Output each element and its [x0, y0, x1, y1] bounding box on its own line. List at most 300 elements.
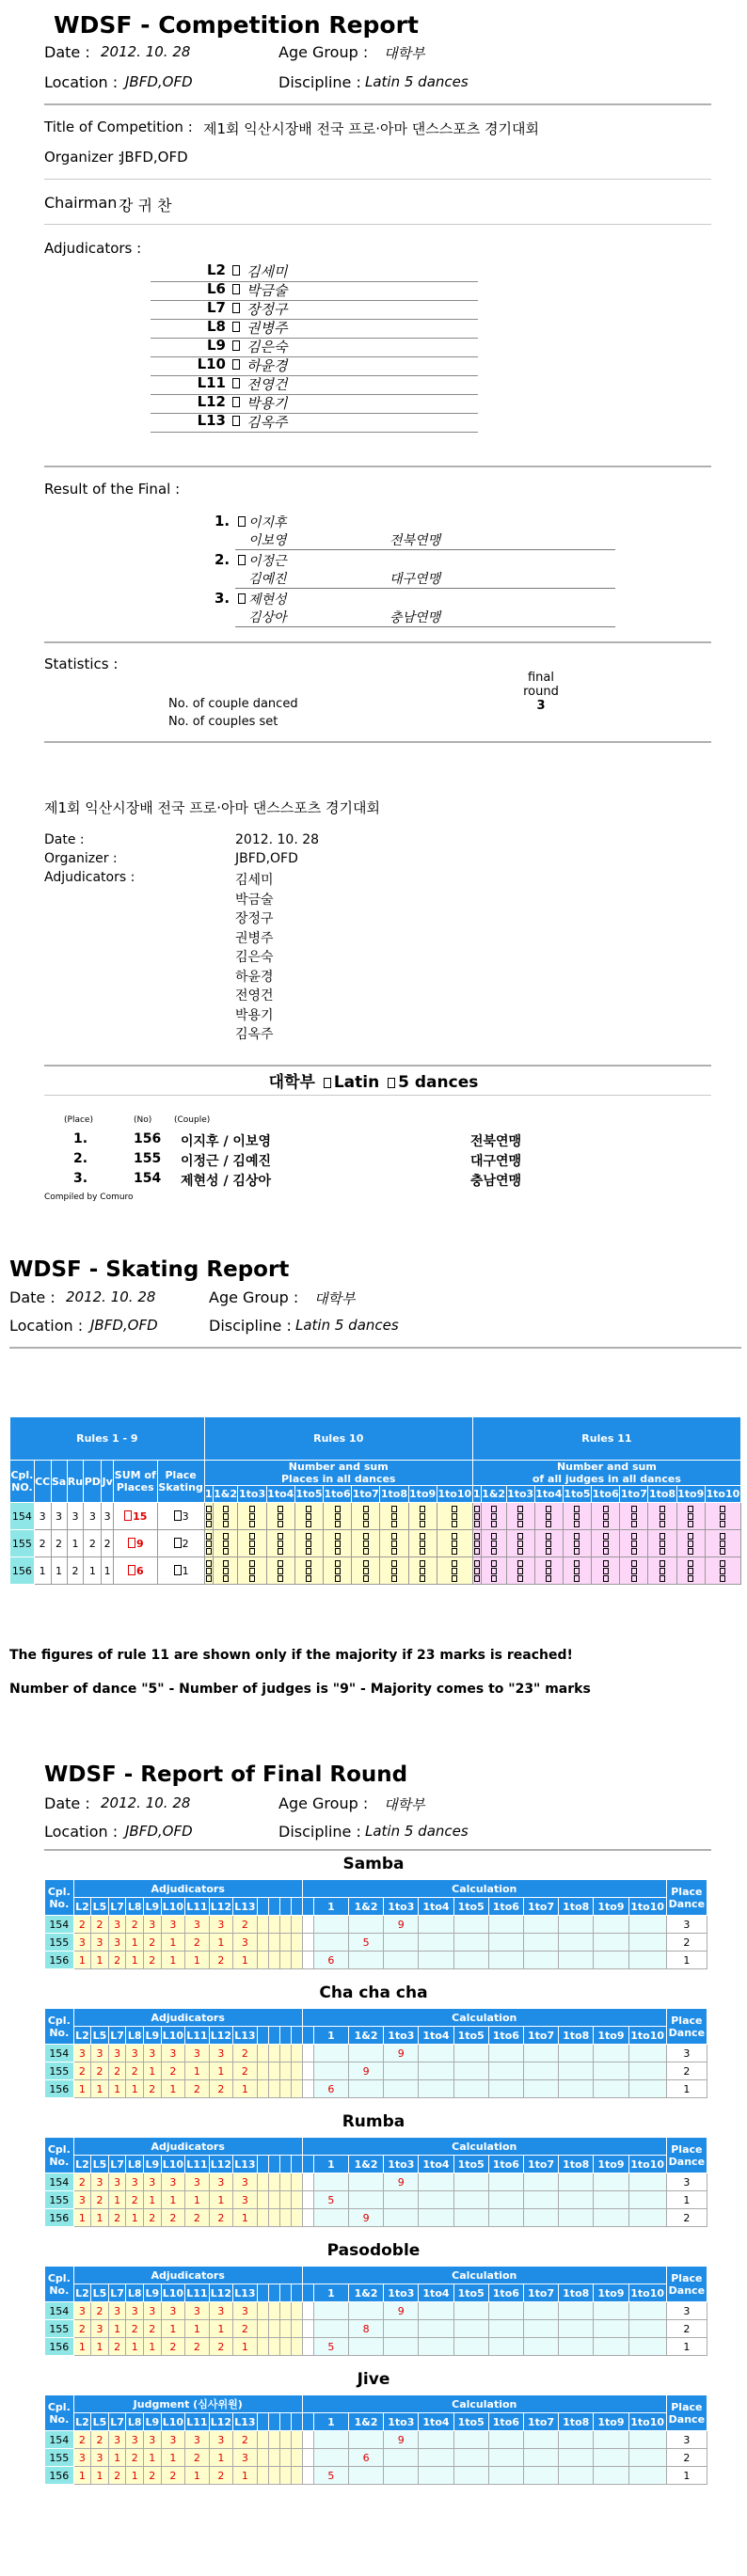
col-dance: Dance: [668, 2155, 706, 2168]
calc-cell: [419, 2062, 453, 2080]
judge-mark: 1: [209, 2320, 233, 2338]
calc-cell: [313, 2320, 348, 2338]
calc-cell: [349, 1916, 384, 1934]
box-glyph-icon: [474, 1575, 480, 1582]
calc-col: 1: [313, 2284, 348, 2302]
dance-place: 2: [51, 1530, 67, 1557]
judge-mark: 1: [73, 2080, 91, 2098]
rule10-cell: [204, 1503, 213, 1530]
judge-mark: 1: [161, 2191, 185, 2209]
box-glyph-icon: [688, 1533, 693, 1540]
empty-mark: [279, 2062, 291, 2080]
result-lady: 이보영: [248, 533, 287, 548]
box-glyph-icon: [574, 1568, 580, 1574]
box-glyph-icon: [391, 1575, 397, 1582]
box-glyph-icon: [238, 516, 246, 527]
blank-col: [291, 2413, 302, 2431]
empty-mark: [291, 1916, 302, 1934]
box-glyph-icon: [491, 1533, 497, 1540]
summary-couple: 제현성 / 김상아: [181, 1174, 272, 1189]
judge-mark: 1: [73, 1952, 91, 1969]
empty-mark: [279, 2302, 291, 2320]
judge-col: L12: [209, 2027, 233, 2045]
calc-cell: [523, 2191, 558, 2209]
dance-place: 1: [102, 1557, 114, 1585]
judge-mark: 3: [209, 2431, 233, 2449]
place-dance-header: [666, 2138, 707, 2173]
box-glyph-icon: [688, 1568, 693, 1574]
blank-col: [268, 2027, 279, 2045]
rule11-cell: [534, 1530, 563, 1557]
calc-cell: [523, 2045, 558, 2062]
calc-col: 1to3: [384, 2413, 419, 2431]
box-glyph-icon: [474, 1506, 480, 1512]
rule10-col: 1to7: [352, 1486, 380, 1503]
calc-cell: [628, 1916, 666, 1934]
empty-mark: [268, 2320, 279, 2338]
box-glyph-icon: [363, 1560, 369, 1567]
rule11-col: 1to5: [563, 1486, 591, 1503]
summary-club: 대구연맹: [470, 1154, 522, 1169]
judge-col: L9: [144, 2156, 162, 2173]
calc-cell: [594, 2320, 628, 2338]
result-place: 1.: [215, 513, 230, 529]
box-glyph-icon: [223, 1568, 229, 1574]
rule10-col: 1to10: [437, 1486, 472, 1503]
judge-col: L12: [209, 2156, 233, 2173]
empty-mark: [291, 2062, 302, 2080]
calc-cell: [384, 2467, 419, 2485]
box-glyph-icon: [420, 1533, 425, 1540]
sum-of-places: [113, 1557, 157, 1585]
col-place-header: (Place): [64, 1115, 93, 1125]
empty-mark: [257, 1952, 268, 1969]
rule11-cell: [705, 1530, 740, 1557]
box-glyph-icon: [660, 1575, 665, 1582]
calc-cell: [384, 2449, 419, 2467]
judge-mark: 3: [91, 1934, 109, 1952]
box-glyph-icon: [249, 1568, 255, 1574]
col-cpl: Cpl.: [47, 2142, 71, 2156]
empty-mark: [268, 2191, 279, 2209]
judge-mark: 2: [233, 2431, 258, 2449]
empty-mark: [268, 2062, 279, 2080]
empty-mark: [279, 1916, 291, 1934]
box-glyph-icon: [546, 1541, 551, 1547]
couple-number: 155: [45, 2320, 74, 2338]
judge-col: L5: [91, 2027, 109, 2045]
divider: [44, 1065, 711, 1067]
score-row: [45, 2080, 707, 2098]
place-dance: 3: [666, 2045, 707, 2062]
calc-cell: [559, 2062, 594, 2080]
place-dance: 3: [666, 2302, 707, 2320]
calc-cell: [453, 2209, 488, 2227]
box-glyph-icon: [452, 1575, 457, 1582]
judge-mark: 3: [233, 1934, 258, 1952]
judge-mark: 2: [144, 2209, 162, 2227]
judge-col: L10: [161, 2027, 185, 2045]
judge-col: L11: [185, 2284, 210, 2302]
box-glyph-icon: [546, 1533, 551, 1540]
divider: [44, 224, 711, 225]
calc-cell: [594, 1952, 628, 1969]
subheader-row: [45, 2156, 707, 2173]
judge-mark: 3: [233, 2173, 258, 2191]
adjudicator-name: 박용기: [246, 395, 288, 412]
judge-col: L11: [185, 2027, 210, 2045]
summary-adjudicator-name: 김세미: [235, 873, 274, 888]
box-glyph-icon: [574, 1513, 580, 1520]
judge-mark: 2: [126, 2062, 144, 2080]
summary-date-value: 2012. 10. 28: [235, 832, 320, 847]
calc-cell: [523, 2209, 558, 2227]
rule11-cell: [648, 1530, 676, 1557]
judge-mark: 1: [91, 2209, 109, 2227]
rule11-cell: [705, 1557, 740, 1585]
blank-col: [268, 2284, 279, 2302]
box-glyph-icon: [491, 1541, 497, 1547]
empty-mark: [257, 2080, 268, 2098]
box-glyph-icon: [452, 1521, 457, 1527]
box-glyph-icon: [232, 416, 240, 426]
empty-mark: [268, 2173, 279, 2191]
rule10-col: 1to8: [380, 1486, 408, 1503]
judge-mark: 2: [73, 1916, 91, 1934]
statistics-label: Statistics :: [44, 656, 119, 672]
stat-round-header: [516, 671, 566, 713]
box-glyph-icon: [238, 555, 246, 565]
box-glyph-icon: [249, 1575, 255, 1582]
spacer-cell: [302, 2467, 313, 2485]
calc-col: 1to5: [453, 2156, 488, 2173]
heading-dances: 5 dances: [398, 1073, 479, 1092]
judge-mark: 1: [185, 2320, 210, 2338]
calc-cell: [628, 2467, 666, 2485]
box-glyph-icon: [631, 1506, 637, 1512]
judge-mark: 2: [209, 2080, 233, 2098]
judge-col: L2: [73, 2156, 91, 2173]
box-glyph-icon: [631, 1575, 637, 1582]
judge-mark: 2: [126, 2320, 144, 2338]
box-glyph-icon: [517, 1541, 523, 1547]
judge-mark: 2: [108, 2467, 126, 2485]
box-glyph-icon: [574, 1560, 580, 1567]
rule11-note: The figures of rule 11 are shown only if the majority if 23 marks is reached!: [9, 1648, 573, 1663]
box-glyph-icon: [452, 1506, 457, 1512]
calc-col: 1to4: [419, 2284, 453, 2302]
place-dance: 2: [666, 1934, 707, 1952]
final-discipline-label: Discipline :: [278, 1823, 361, 1841]
rule11-cell: [620, 1557, 648, 1585]
calc-cell: 5: [313, 2191, 348, 2209]
judge-mark: 1: [209, 2191, 233, 2209]
judge-mark: 1: [161, 1952, 185, 1969]
judge-mark: 2: [91, 1916, 109, 1934]
box-glyph-icon: [124, 1510, 132, 1521]
rule10-cell: [352, 1503, 380, 1530]
judge-mark: 2: [91, 2431, 109, 2449]
adjudicator-name: 장정구: [246, 301, 288, 318]
box-glyph-icon: [603, 1513, 609, 1520]
judge-mark: 1: [144, 2062, 162, 2080]
judge-mark: 2: [209, 2338, 233, 2356]
judge-mark: 3: [126, 2431, 144, 2449]
dance-table: [44, 2394, 707, 2485]
summary-adjudicators-label: Adjudicators :: [44, 870, 135, 885]
result-lady: 김상아: [248, 610, 287, 625]
judge-mark: 1: [126, 2080, 144, 2098]
box-glyph-icon: [420, 1548, 425, 1555]
blank-col: [279, 2413, 291, 2431]
judge-col: L7: [108, 1898, 126, 1916]
calc-cell: [313, 2173, 348, 2191]
calc-cell: 9: [349, 2209, 384, 2227]
calc-cell: [559, 2431, 594, 2449]
box-glyph-icon: [391, 1506, 397, 1512]
heading-discipline: Latin: [333, 1073, 380, 1092]
calc-cell: [488, 2302, 523, 2320]
couple-number: 155: [45, 2191, 74, 2209]
box-glyph-icon: [391, 1568, 397, 1574]
summary-couple: 이지후 / 이보영: [181, 1134, 272, 1149]
calc-cell: [628, 2191, 666, 2209]
col-pd: PD: [84, 1461, 102, 1503]
box-glyph-icon: [546, 1568, 551, 1574]
judge-mark: 3: [161, 2302, 185, 2320]
location-value: JBFD,OFD: [125, 73, 193, 90]
result-club: 충남연맹: [389, 610, 441, 625]
calc-col: 1to5: [453, 2027, 488, 2045]
box-glyph-icon: [206, 1541, 212, 1547]
box-glyph-icon: [517, 1506, 523, 1512]
dance-title: Rumba: [342, 2112, 405, 2131]
box-glyph-icon: [249, 1541, 255, 1547]
rule11-cell: [620, 1530, 648, 1557]
box-glyph-icon: [474, 1568, 480, 1574]
dance-place: 1: [84, 1557, 102, 1585]
rule10-cell: [204, 1557, 213, 1585]
box-glyph-icon: [574, 1575, 580, 1582]
rule10-cell: [324, 1530, 352, 1557]
dance-title: Cha cha cha: [319, 1983, 428, 2002]
box-glyph-icon: [306, 1568, 311, 1574]
rule11-cell: [506, 1530, 534, 1557]
discipline-value: Latin 5 dances: [365, 73, 469, 90]
divider: [44, 1849, 711, 1851]
calc-cell: [384, 2209, 419, 2227]
score-row: [45, 2320, 707, 2338]
judge-mark: 2: [108, 2062, 126, 2080]
box-glyph-icon: [720, 1548, 725, 1555]
calc-col: 1to9: [594, 2027, 628, 2045]
box-glyph-icon: [306, 1513, 311, 1520]
box-glyph-icon: [232, 284, 240, 294]
judge-mark: 1: [91, 2338, 109, 2356]
judge-mark: 2: [126, 1916, 144, 1934]
judge-mark: 3: [108, 2431, 126, 2449]
adjudicator-row: [151, 393, 478, 414]
col-place: Place: [671, 1885, 703, 1898]
box-glyph-icon: [335, 1575, 341, 1582]
spacer-cell: [302, 2320, 313, 2338]
calc-col: 1to5: [453, 1898, 488, 1916]
calc-col: 1to9: [594, 1898, 628, 1916]
box-glyph-icon: [335, 1560, 341, 1567]
result-underline: [235, 626, 615, 627]
summary-club: 충남연맹: [470, 1174, 522, 1189]
judge-col: L2: [73, 2027, 91, 2045]
result-man: 이정근: [248, 554, 287, 569]
col-dance: Dance: [668, 2284, 706, 2297]
couple-number: 155: [45, 2062, 74, 2080]
judge-mark: 3: [209, 2173, 233, 2191]
judge-mark: 1: [233, 2338, 258, 2356]
rule10-cell: [437, 1557, 472, 1585]
box-glyph-icon: [232, 378, 240, 388]
calc-col: 1to8: [559, 2027, 594, 2045]
calc-cell: [453, 2173, 488, 2191]
dance-place: 3: [67, 1503, 84, 1530]
calc-col: 1to10: [628, 2413, 666, 2431]
box-glyph-icon: [720, 1575, 725, 1582]
adjudicators-header: Judgment (심사위원): [73, 2395, 302, 2413]
judge-mark: 2: [108, 2209, 126, 2227]
judge-col: L5: [91, 2156, 109, 2173]
box-glyph-icon: [232, 265, 240, 276]
judge-mark: 3: [185, 2045, 210, 2062]
rule10-cell: [408, 1557, 437, 1585]
box-glyph-icon: [720, 1533, 725, 1540]
calc-col: 1to3: [384, 2027, 419, 2045]
calc-cell: [594, 2302, 628, 2320]
majority-note: Number of dance "5" - Number of judges is "9" - Majority comes to "23" marks: [9, 1682, 591, 1697]
box-glyph-icon: [452, 1513, 457, 1520]
rule10-cell: [204, 1530, 213, 1557]
judge-col: L10: [161, 2156, 185, 2173]
judge-col: L12: [209, 2284, 233, 2302]
divider: [9, 1347, 741, 1349]
final-report-title: WDSF - Report of Final Round: [44, 1762, 408, 1787]
couple-number: 154: [10, 1503, 35, 1530]
rule11-cell: [481, 1503, 506, 1530]
heading-age: 대학부: [268, 1073, 315, 1092]
summary-adjudicator-name: 김은숙: [235, 950, 274, 965]
box-glyph-icon: [420, 1513, 425, 1520]
calc-cell: [453, 1934, 488, 1952]
rules-11-header: Rules 11: [472, 1417, 740, 1461]
empty-mark: [257, 2191, 268, 2209]
col-jv: Jv: [102, 1461, 114, 1503]
calc-cell: [349, 2302, 384, 2320]
col-cpl: Cpl.: [47, 2400, 71, 2413]
rule11-cell: [506, 1503, 534, 1530]
summary-place: 2.: [73, 1151, 88, 1166]
judge-mark: 2: [73, 2173, 91, 2191]
place-dance-header: [666, 1880, 707, 1916]
location-label: Location :: [44, 73, 119, 91]
box-glyph-icon: [391, 1548, 397, 1555]
calc-cell: 6: [313, 2080, 348, 2098]
empty-mark: [291, 2449, 302, 2467]
blank-col: [302, 1898, 313, 1916]
box-glyph-icon: [452, 1548, 457, 1555]
col-cpl: Cpl.: [47, 2014, 71, 2027]
result-man: 제현성: [248, 593, 287, 608]
judge-mark: 1: [185, 2062, 210, 2080]
judge-mark: 1: [108, 2320, 126, 2338]
adjudicator-code: L6: [207, 280, 226, 297]
box-glyph-icon: [128, 1565, 135, 1575]
judge-mark: 2: [233, 2062, 258, 2080]
adjudicators-label: Adjudicators :: [44, 240, 142, 257]
empty-mark: [279, 2467, 291, 2485]
box-glyph-icon: [223, 1521, 229, 1527]
rule10-cell: [266, 1557, 294, 1585]
dance-table: [44, 2266, 707, 2356]
place-skating: [157, 1503, 204, 1530]
place-skating: [157, 1530, 204, 1557]
calc-cell: [419, 2209, 453, 2227]
header-row: [45, 2009, 707, 2027]
box-glyph-icon: [491, 1560, 497, 1567]
empty-mark: [291, 2191, 302, 2209]
box-glyph-icon: [452, 1533, 457, 1540]
calc-cell: [488, 2062, 523, 2080]
judge-mark: 2: [144, 2467, 162, 2485]
box-glyph-icon: [546, 1521, 551, 1527]
score-row: [45, 2449, 707, 2467]
empty-mark: [257, 2209, 268, 2227]
judge-col: L2: [73, 1898, 91, 1916]
calc-cell: [419, 1934, 453, 1952]
rule11-cell: [563, 1530, 591, 1557]
rule11-cell: [676, 1530, 705, 1557]
empty-mark: [257, 2467, 268, 2485]
calc-cell: [628, 1952, 666, 1969]
rules-10-header: Rules 10: [204, 1417, 472, 1461]
empty-mark: [268, 2045, 279, 2062]
calc-cell: [523, 2467, 558, 2485]
rules-10-subheader: Number and sum Places in all dances: [204, 1461, 472, 1486]
calc-cell: [384, 1952, 419, 1969]
rule10-cell: [266, 1503, 294, 1530]
box-glyph-icon: [249, 1513, 255, 1520]
judge-mark: 1: [161, 1934, 185, 1952]
rule11-cell: [648, 1557, 676, 1585]
calc-cell: [628, 2338, 666, 2356]
subheader-row: [45, 2413, 707, 2431]
result-club: 전북연맹: [389, 533, 441, 548]
judge-mark: 1: [126, 1952, 144, 1969]
judge-mark: 3: [144, 1916, 162, 1934]
calc-cell: [419, 2449, 453, 2467]
box-glyph-icon: [688, 1541, 693, 1547]
spacer-cell: [302, 2062, 313, 2080]
box-glyph-icon: [388, 1078, 395, 1088]
judge-mark: 3: [73, 2045, 91, 2062]
box-glyph-icon: [391, 1560, 397, 1567]
box-glyph-icon: [128, 1538, 135, 1548]
summary-organizer-value: JBFD,OFD: [235, 851, 298, 866]
box-glyph-icon: [631, 1568, 637, 1574]
empty-mark: [268, 2338, 279, 2356]
judge-mark: 3: [91, 2320, 109, 2338]
box-glyph-icon: [249, 1533, 255, 1540]
judge-mark: 2: [126, 2449, 144, 2467]
judge-col: L5: [91, 2413, 109, 2431]
col-cpl-no: [45, 2395, 74, 2431]
